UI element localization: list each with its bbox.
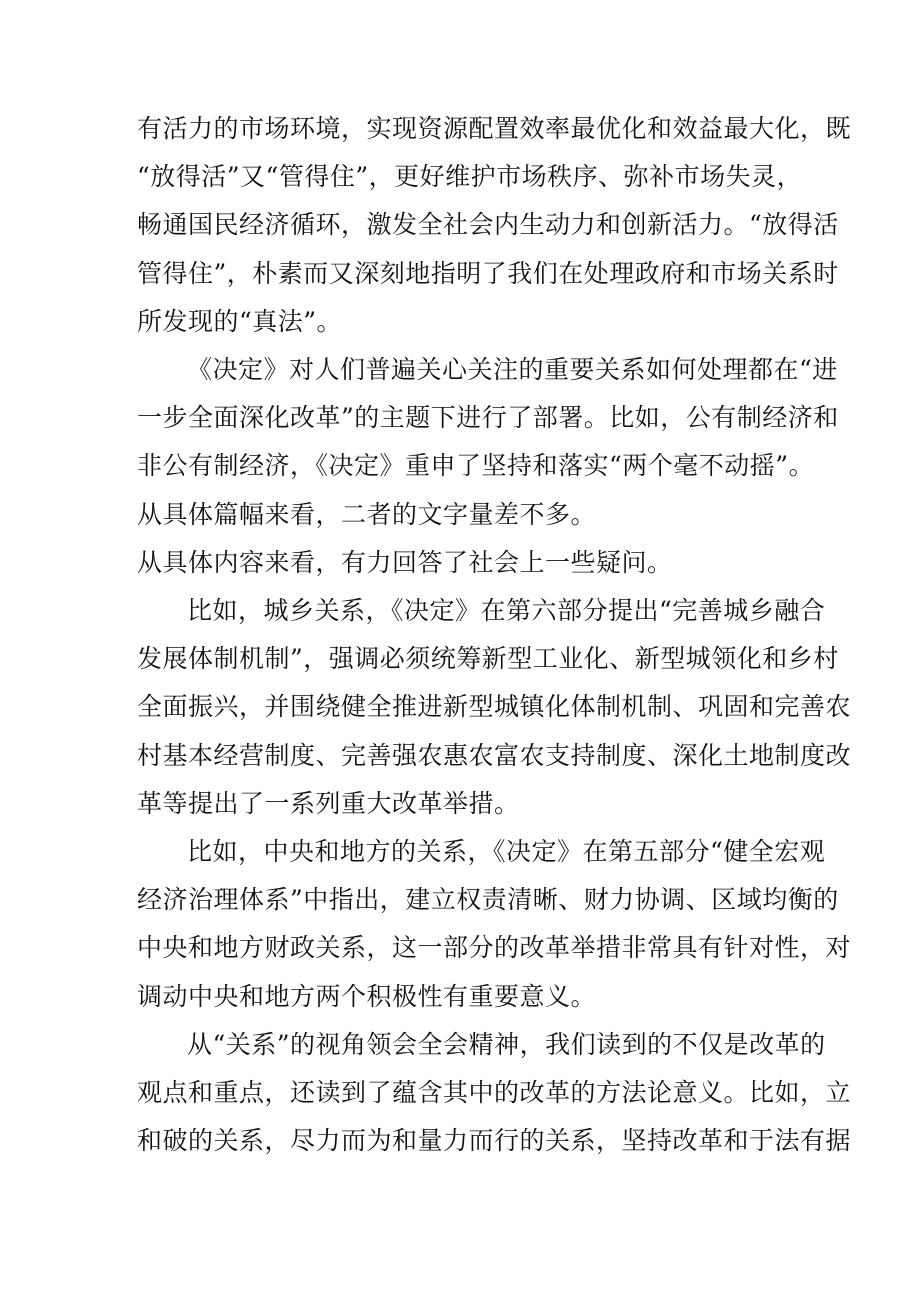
text-line: 经济治理体系”中指出，建立权责清晰、财力协调、区域均衡的 [137, 885, 839, 915]
text-line: 中央和地方财政关系，这一部分的改革举措非常具有针对性，对 [137, 933, 852, 963]
text-line: 畅通国民经济循环，激发全社会内生动力和创新活力。“放得活 [137, 210, 839, 240]
document-body [137, 105, 852, 1165]
paragraph-2 [137, 346, 839, 539]
text-line: 从具体篇幅来看，二者的文字量差不多。 [137, 499, 597, 529]
text-line: 发展体制机制”，强调必须统筹新型工业化、新型城领化和乡村 [137, 644, 839, 674]
text-line: 管得住”，朴素而又深刻地指明了我们在处理政府和市场关系时 [137, 258, 839, 288]
paragraph-4 [137, 587, 852, 828]
text-line: 全面振兴，并围绕健全推进新型城镇化体制机制、巩固和完善农 [137, 692, 852, 722]
text-line: 比如，城乡关系，《决定》在第六部分提出“完善城乡融合 [187, 596, 826, 626]
text-line: 一步全面深化改革”的主题下进行了部署。比如，公有制经济和 [137, 403, 839, 433]
text-line: 有活力的市场环境，实现资源配置效率最优化和效益最大化，既 [137, 114, 852, 143]
text-line: 从具体内容来看，有力回答了社会上一些疑问。 [137, 547, 673, 577]
text-line: 从“关系”的视角领会全会精神，我们读到的不仅是改革的 [187, 1029, 826, 1059]
text-line: 比如，中央和地方的关系，《决定》在第五部分“健全宏观 [187, 837, 826, 867]
paragraph-3 [137, 539, 787, 587]
text-line: 和破的关系，尽力而为和量力而行的关系，坚持改革和于法有据 [137, 1126, 852, 1156]
text-line: 调动中央和地方两个积极性有重要意义。 [137, 981, 597, 1011]
paragraph-1 [137, 105, 852, 346]
text-line: 《决定》对人们普遍关心关注的重要关系如何处理都在“进 [187, 355, 838, 385]
text-line: 村基本经营制度、完善强农惠农富农支持制度、深化土地制度改 [137, 740, 852, 770]
paragraph-5 [137, 828, 852, 1021]
text-line: “放得活”又“管得住”，更好维护市场秩序、弥补市场失灵， [137, 162, 803, 192]
text-line: 革等提出了一系列重大改革举措。 [137, 788, 520, 818]
paragraph-6 [137, 1021, 852, 1166]
text-line: 非公有制经济，《决定》重申了坚持和落实“两个毫不动摇”。 [137, 451, 815, 481]
text-line: 所发现的“真法”。 [137, 306, 343, 336]
text-line: 观点和重点，还读到了蕴含其中的改革的方法论意义。比如，立 [137, 1078, 852, 1108]
